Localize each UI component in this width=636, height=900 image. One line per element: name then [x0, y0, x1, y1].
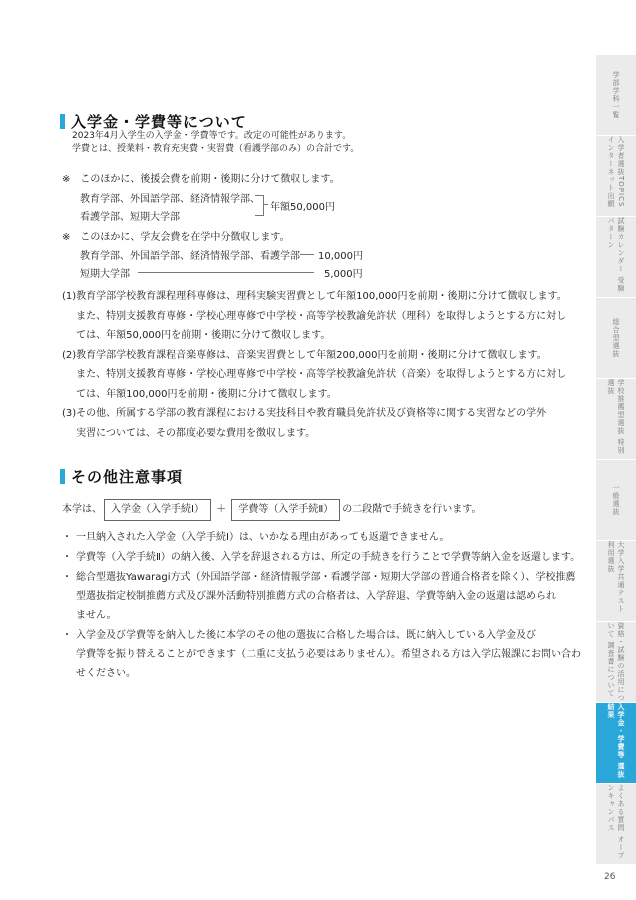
student-fee-row-label: 教育学部、外国語学部、経済情報学部、看護学部 — [80, 251, 300, 262]
section-title-fees — [60, 111, 247, 132]
sidebar-item-faq[interactable] — [596, 784, 636, 865]
bullet-mark: ・ — [62, 552, 72, 563]
item-line: また、特別支援教育専修・学校心理専修で中学校・高等学校教諭免許状（音楽）を取得しようとする方に対し — [76, 369, 567, 380]
list-item — [62, 528, 584, 547]
bullet-line: 一旦納入された入学金（入学手続Ⅰ）は、いかなる理由があっても返還できません。 — [76, 532, 450, 543]
bullet-line: 型選抜指定校制推薦方式及び課外活動特別推薦方式の合格者は、入学辞退、学費等納入金の返還は認められ — [76, 591, 556, 602]
bullet-mark: ・ — [62, 630, 72, 641]
sidebar-item-departments[interactable] — [596, 55, 636, 136]
bracket-connector — [255, 195, 264, 216]
bullet-line: ません。 — [76, 610, 117, 621]
item-line: その他、所属する学部の教育課程における実技科目や教育職員免許状及び資格等に関する実習などの学外 — [76, 408, 547, 419]
bullet-line: 学費等を振り替えることができます（二重に支払う必要はありません）。希望される方は入学広報課にお問い合わ — [76, 649, 581, 660]
sidebar-item-common-test[interactable] — [596, 541, 636, 622]
leader-line — [138, 272, 314, 273]
section-title-text: その他注意事項 — [71, 468, 184, 486]
item-number: (2) — [62, 349, 77, 361]
subtext-line: 2023年4月入学生の入学金・学費等です。改定の可能性があります。 — [72, 131, 352, 141]
note-support-group-line: 看護学部、短期大学部 — [80, 212, 180, 223]
bullet-line: せください。 — [76, 668, 136, 679]
student-fee-row-amount: 10,000円 — [318, 251, 363, 262]
note-support-group-line: 教育学部、外国語学部、経済情報学部、 — [80, 194, 260, 205]
sidebar-item-label: 資格・試験の活用について 調査書について — [607, 622, 625, 702]
sidebar-item-label: 入学者選抜TOPICS インターネット出願 — [607, 136, 625, 208]
admission-fee-box: 入学金（入学手続Ⅰ） — [104, 499, 211, 521]
list-item — [62, 287, 582, 346]
sidebar-item-label: よくある質問 オープンキャンパス — [607, 784, 625, 860]
note-student-fee: ※ このほかに、学友会費を在学中分徴収します。 — [62, 232, 290, 243]
list-item — [62, 626, 584, 683]
bullet-mark: ・ — [62, 532, 72, 543]
sidebar-item-general[interactable] — [596, 460, 636, 541]
fees-subtext — [72, 130, 359, 156]
student-fee-row-label: 短期大学部 — [80, 269, 130, 280]
bullet-line: 入学金及び学費等を納入した後に本学のその他の選抜に合格した場合は、既に納入している入学金及び — [76, 630, 536, 641]
list-item — [62, 568, 584, 625]
list-item — [62, 404, 582, 443]
sidebar-item-label: 総合型選抜 — [612, 318, 620, 358]
note-support-fee: ※ このほかに、後援会費を前期・後期に分けて徴収します。 — [62, 174, 340, 185]
subtext-line: 学費とは、授業料・教育充実費・実習費（看護学部のみ）の合計です。 — [72, 144, 360, 154]
bracket-line — [263, 204, 268, 205]
sidebar-item-label: 試験カレンダー 受験パターン — [607, 217, 625, 293]
sidebar-item-calendar[interactable] — [596, 217, 636, 298]
student-fee-row-amount: 5,000円 — [324, 269, 363, 280]
title-accent-bar — [60, 114, 65, 129]
sidebar-item-label: 大学入学共通テスト 利用選抜 — [607, 541, 625, 613]
item-line: ては、年額50,000円を前期・後期に分けて徴収します。 — [76, 330, 331, 341]
fee-items-list — [62, 287, 582, 443]
section-title-notes — [60, 466, 183, 487]
section-title-text: 入学金・学費等について — [71, 113, 247, 131]
note-support-amount: 年額50,000円 — [270, 202, 335, 213]
sidebar-item-label: 学部学科一覧 — [612, 71, 620, 119]
bullet-mark: ・ — [62, 572, 72, 583]
procedure-intro — [62, 499, 481, 521]
page-number: 26 — [604, 872, 616, 882]
item-number: (1) — [62, 291, 77, 302]
sidebar-item-comprehensive[interactable] — [596, 298, 636, 379]
sidebar-item-topics[interactable] — [596, 136, 636, 217]
sidebar-item-qualifications[interactable] — [596, 622, 636, 703]
item-line: 実習については、その都度必要な費用を徴収します。 — [76, 427, 316, 439]
sidebar-item-label: 学校推薦型選抜 特別選抜 — [607, 379, 625, 455]
sidebar-item-label: 入学金・学費等 選抜結果 — [607, 703, 625, 779]
item-number: (3) — [62, 408, 77, 419]
title-accent-bar — [60, 469, 65, 484]
item-line: 教育学部学校教育課程音楽専修は、音楽実習費として年額200,000円を前期・後期に分けて徴収します。 — [76, 349, 547, 361]
list-item — [62, 346, 582, 405]
item-line: ては、年額100,000円を前期・後期に分けて徴収します。 — [76, 388, 337, 400]
list-item — [62, 548, 584, 567]
plus-sign: ＋ — [216, 504, 227, 515]
bullet-line: 総合型選抜Yawaragi方式（外国語学部・経済情報学部・看護学部・短期大学部の普通合格者を除く）、学校推薦 — [76, 572, 576, 583]
leader-line — [300, 254, 314, 255]
bullet-line: 学費等（入学手続Ⅱ）の納入後、入学を辞退される方は、所定の手続きを行うことで学費等納入金を返還します。 — [76, 552, 581, 563]
sidebar-item-label: 一般選抜 — [612, 484, 620, 516]
item-line: 教育学部学校教育課程理科専修は、理科実験実習費として年額100,000円を前期・後期に分けて徴収します。 — [76, 291, 567, 302]
notes-bullet-list — [62, 528, 584, 684]
intro-suffix: の二段階で手続きを行います。 — [342, 504, 482, 515]
sidebar-item-fees-active[interactable] — [596, 703, 636, 784]
tuition-box: 学費等（入学手続Ⅱ） — [231, 499, 340, 521]
item-line: また、特別支援教育専修・学校心理専修で中学校・高等学校教諭免許状（理科）を取得しようとする方に対し — [76, 310, 567, 322]
intro-prefix: 本学は、 — [62, 504, 102, 515]
sidebar-item-recommendation[interactable] — [596, 379, 636, 460]
